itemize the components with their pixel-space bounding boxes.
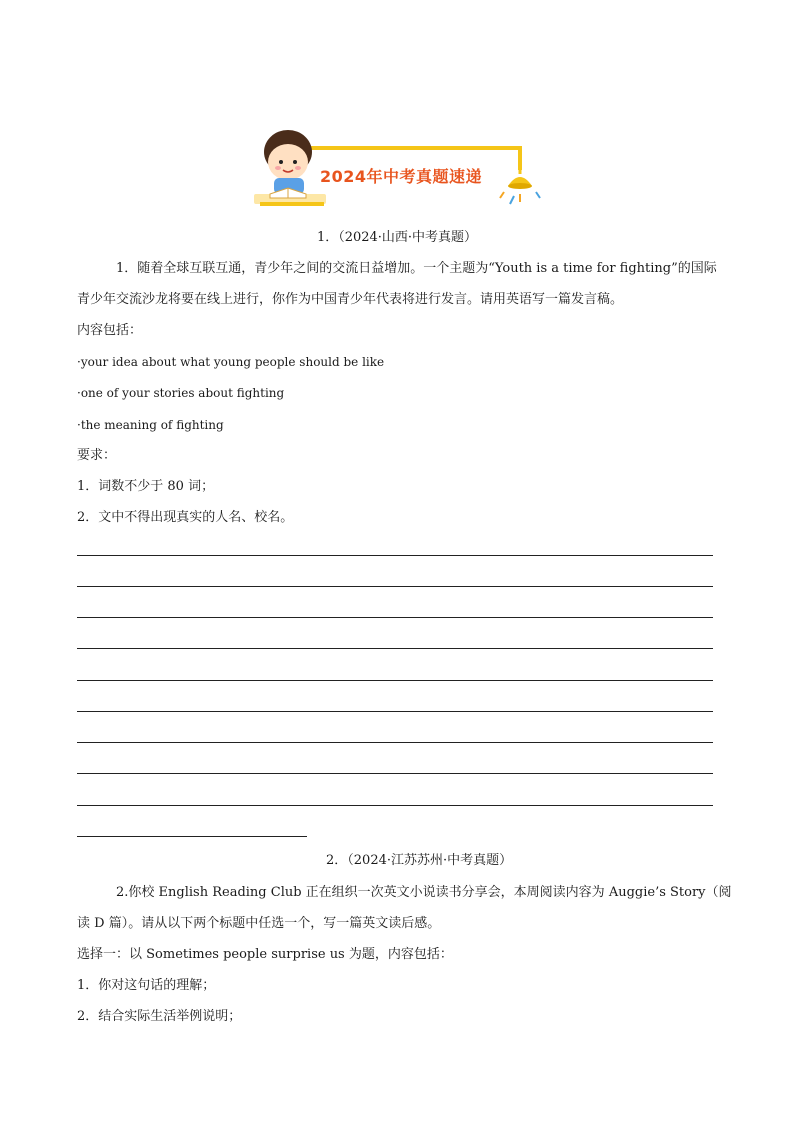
answer-line[interactable] [77,711,713,712]
answer-line[interactable] [77,680,713,681]
q1-point: ·your idea about what young people should be like [77,355,385,369]
q1-requirement: 1．词数不少于 80 词； [77,479,215,494]
answer-line[interactable] [77,773,713,774]
q1-requirement: 2．文中不得出现真实的人名、校名。 [77,510,294,525]
q1-prompt-line2: 青少年交流沙龙将要在线上进行，你作为中国青少年代表将进行发言。请用英语写一篇发言稿。 [77,292,624,307]
q1-content-label: 内容包括： [77,323,143,338]
answer-line[interactable] [77,742,713,743]
answer-line[interactable] [77,555,713,556]
answer-line[interactable] [77,586,713,587]
q1-requirements-label: 要求： [77,448,117,463]
answer-line[interactable] [77,836,307,837]
q2-prompt-line1: 2.你校 English Reading Club 正在组织一次英文小说读书分享会，本周阅读内容为 Auggie’s Story（阅 [116,885,732,900]
q2-heading: 2．（2024·江苏苏州·中考真题） [326,853,513,868]
answer-line[interactable] [77,648,713,649]
q2-item: 1．你对这句话的理解； [77,978,216,993]
answer-line[interactable] [77,617,713,618]
answer-line[interactable] [77,805,713,806]
q1-point: ·one of your stories about fighting [77,386,285,400]
q2-option-one: 选择一：以 Sometimes people surprise us 为题，内容包括： [77,947,453,962]
q2-prompt-line2: 读 D 篇）。请从以下两个标题中任选一个，写一篇英文读后感。 [77,916,441,931]
banner-title: 2024年中考真题速递 [320,167,483,186]
q1-heading: 1．（2024·山西·中考真题） [316,230,478,245]
q1-point: ·the meaning of fighting [77,418,224,432]
q2-item: 2．结合实际生活举例说明； [77,1009,242,1024]
q1-prompt-line1: 1．随着全球互联互通，青少年之间的交流日益增加。一个主题为“Youth is a time for fighting”的国际 [116,261,717,276]
